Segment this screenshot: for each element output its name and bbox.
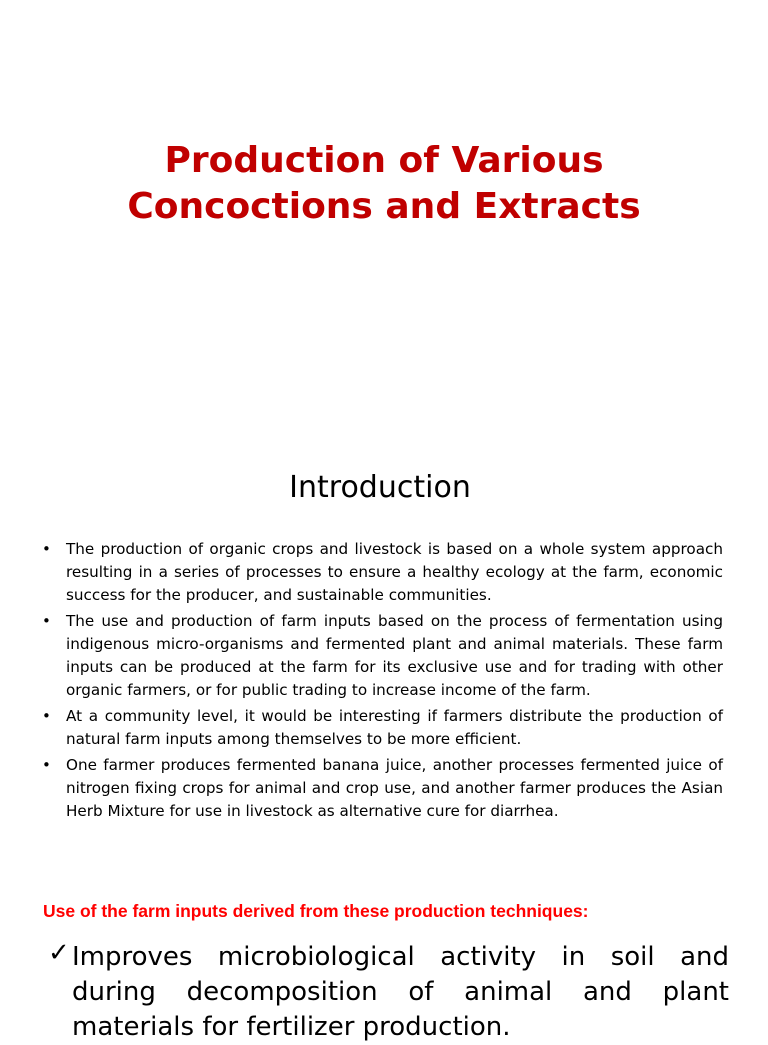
bullet-text: At a community level, it would be interesting if farmers distribute the production of natural farm inputs among themselves to be more efficient. bbox=[66, 707, 723, 748]
bullet-item bbox=[42, 705, 723, 751]
introduction-bullet-list bbox=[42, 538, 723, 826]
introduction-heading: Introduction bbox=[289, 470, 471, 505]
bullet-text: One farmer produces fermented banana juice, another processes fermented juice of nitrogen fixing crops for animal and crop use, and another farmer produces the Asian Herb Mixture for use in livestock as alternative cure for diarrhea. bbox=[66, 756, 723, 820]
title-line-2: Concoctions and Extracts bbox=[127, 186, 641, 227]
title-line-1: Production of Various bbox=[164, 140, 604, 181]
bullet-icon: • bbox=[42, 707, 51, 725]
bullet-icon: • bbox=[42, 612, 51, 630]
checkmark-icon: ✓ bbox=[48, 938, 70, 968]
check-item bbox=[48, 940, 729, 1045]
bullet-item bbox=[42, 754, 723, 823]
bullet-icon: • bbox=[42, 756, 51, 774]
uses-heading: Use of the farm inputs derived from these production techniques: bbox=[43, 901, 589, 921]
bullet-text: The use and production of farm inputs based on the process of fermentation using indigenous micro-organisms and fermented plant and animal materials. These farm inputs can be produced at the farm for its exclusive use and for trading with other organic farmers, or for public trading to increase income of the farm. bbox=[66, 612, 723, 699]
bullet-icon: • bbox=[42, 540, 51, 558]
document-title bbox=[0, 138, 768, 230]
uses-check-list bbox=[48, 940, 729, 1045]
bullet-item bbox=[42, 610, 723, 702]
check-item-text: Improves microbiological activity in soil and during decomposition of animal and plant materials for fertilizer production. bbox=[72, 942, 729, 1042]
bullet-text: The production of organic crops and livestock is based on a whole system approach resulting in a series of processes to ensure a healthy ecology at the farm, economic success for the producer, and sustainable communities. bbox=[66, 540, 723, 604]
bullet-item bbox=[42, 538, 723, 607]
